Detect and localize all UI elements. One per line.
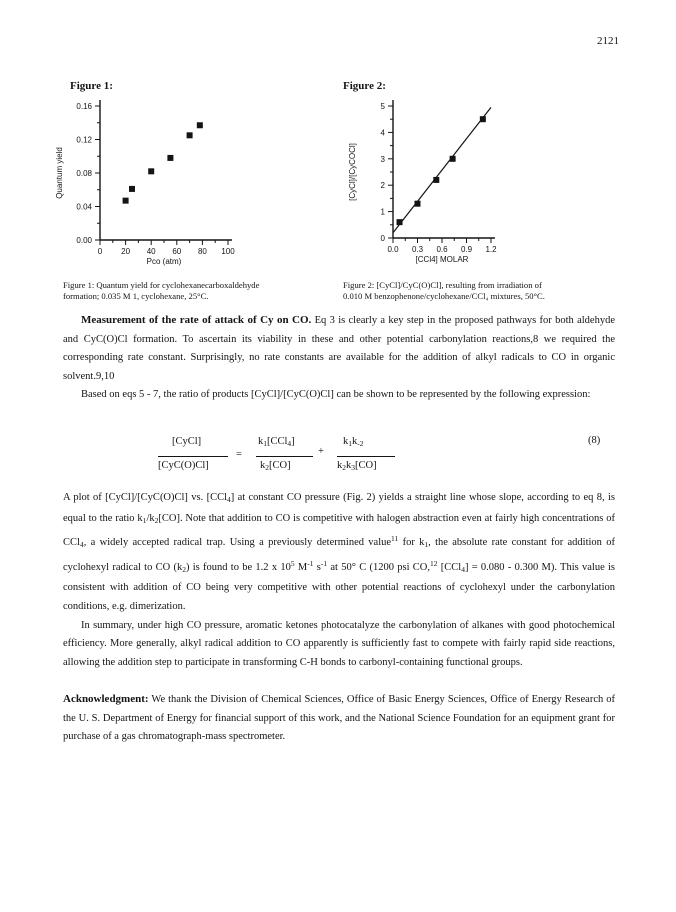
eq-plus: + [318, 446, 324, 457]
x-tick-label: 0.0 [387, 245, 399, 254]
data-point [433, 177, 439, 183]
x-tick-label: 1.2 [485, 245, 497, 254]
eq-lhs-bar [158, 456, 228, 457]
x-tick-label: 40 [146, 247, 156, 256]
y-tick-label: 0 [380, 234, 385, 243]
x-tick-label: 0.6 [436, 245, 448, 254]
data-point [480, 116, 486, 122]
eq-lhs-numerator: [CyCl] [172, 436, 202, 447]
eq-term2-denominator: $k_2k_3[CO]$ [337, 460, 377, 472]
x-tick-label: 60 [172, 247, 182, 256]
page-number: 2121 [597, 35, 619, 47]
paragraph-1 [63, 311, 615, 386]
paragraph-1-text: Eq 3 is clearly a key step in the proposed pathways for both aldehyde and CyC(O)Cl formation. To ascertain its viability in these and other potential carbonylation reactions,8 we required the corresponding rate constant. Surprisingly, no rate constants are available for the addition of alkyl radicals to CO in organic solvent.9,10 [63, 315, 615, 382]
data-point [197, 122, 203, 128]
data-point [129, 186, 135, 192]
data-point [167, 155, 173, 161]
x-tick-label: 0 [97, 247, 103, 256]
y-axis-label: Quantum yield [55, 147, 64, 199]
figure-2-caption-line-2: 0.010 M benzophenone/cyclohexane/CCl₄ mixtures, 50°C. [343, 290, 545, 301]
eq-term1-bar [256, 456, 313, 457]
figure-2-caption [343, 280, 623, 301]
x-axis-label: [CCl4] MOLAR [415, 255, 469, 264]
acknowledgment [63, 690, 615, 747]
x-axis-label: Pco (atm) [146, 257, 182, 266]
figure-1-caption [63, 280, 343, 301]
data-point [397, 219, 403, 225]
figure-1-title: Figure 1: [70, 80, 113, 92]
y-tick-label: 5 [380, 102, 385, 111]
acknowledgment-heading: Acknowledgment: [63, 693, 149, 705]
fit-line [393, 107, 491, 232]
y-tick-label: 0.08 [76, 169, 92, 178]
x-tick-label: 80 [197, 247, 207, 256]
eq-lhs-denominator: [CyC(O)Cl] [158, 460, 209, 471]
eq-number: (8) [588, 435, 601, 446]
x-tick-label: 0.3 [411, 245, 424, 254]
acknowledgment-paragraph [63, 690, 615, 747]
y-tick-label: 0.04 [76, 202, 92, 212]
x-tick-label: 0.9 [460, 245, 473, 254]
y-axis-label: [CyCl]/[CyCOCl] [348, 143, 357, 201]
section-heading: Measurement of the rate of attack of Cy on CO. [81, 314, 312, 326]
data-point [187, 132, 193, 138]
figure-2-chart [335, 95, 575, 275]
data-point [450, 156, 456, 162]
eq-term2-numerator: $k_1k_{-2}$ [343, 436, 364, 448]
eq-term2-bar [337, 456, 395, 457]
figure-1-caption-line-2: formation; 0.035 M 1, cyclohexane, 25°C. [63, 290, 209, 301]
figure-1-chart [50, 95, 290, 270]
figure-1-caption-line-1: Figure 1: Quantum yield for cyclohexanecarboxaldehyde [63, 280, 260, 290]
y-tick-label: 0.00 [76, 236, 92, 245]
data-point [123, 198, 129, 204]
y-tick-label: 0.12 [76, 135, 92, 145]
eq-equals: = [236, 449, 242, 460]
y-tick-label: 2 [380, 181, 385, 191]
acknowledgment-text: We thank the Division of Chemical Sciences, Office of Basic Energy Sciences, Office of Energy Research of the U. S. Department of Energy for financial support of this work, and the National Science Foundation for an equipment grant for purchase of a gas chromatograph-mass spectrometer. [63, 694, 615, 743]
eq-term1-numerator: $k_1[CCl_4]$ [258, 436, 295, 448]
figure-2-caption-line-1: Figure 2: [CyCl]/CyC(O)Cl], resulting from irradiation of [343, 280, 542, 290]
y-tick-label: 4 [380, 128, 385, 138]
section-discussion [63, 489, 615, 672]
eq-term1-denominator: $k_2[CO]$ [260, 460, 291, 472]
paragraph-4: In summary, under high CO pressure, aromatic ketones photocatalyze the carbonylation of alkanes with good photochemical efficiency. More generally, alkyl radical addition to CO apparently is sufficiently fast to compete with fairly rapid side reactions, allowing the addition step to participate in transforming C-H bonds to carbonyl-containing functional groups. [63, 619, 615, 668]
paragraph-2: Based on eqs 5 - 7, the ratio of products [CyCl]/[CyC(O)Cl] can be shown to be represented by the following expression: [81, 389, 591, 401]
y-tick-label: 1 [380, 207, 385, 217]
data-point [148, 168, 154, 174]
figure-2-title: Figure 2: [343, 80, 386, 92]
y-tick-label: 0.16 [76, 102, 92, 111]
x-tick-label: 100 [221, 247, 235, 256]
y-tick-label: 3 [380, 154, 385, 164]
data-point [415, 201, 421, 207]
paragraph-3: A plot of [CyCl]/[CyC(O)Cl] vs. [CCl$_4$] at constant CO pressure (Fig. 2) yields a straight line whose slope, according to eq 8, is equal to the ratio $k_1/k_2[CO]$. Note that addition to CO is competitive with halogen abstraction even at fairly high concentrations of CCl$_4$, a widely accepted radical trap. Using a previously determined value$^{11}$ for $k_1$, the absolute rate constant for addition of cyclohexyl radical to CO $(k_2)$ is found to be 1.2 x $10^5$ $M^{-1}$ $s^{-1}$ at 50° C (1200 psi CO,$^{12}$ [CCl$_4$] = 0.080 - 0.300 M). This value is consistent with addition of CO being very competitive with other potential reactions of cyclohexyl under the carbonylation conditions, e.g. dimerization. [63, 492, 616, 612]
x-tick-label: 20 [121, 247, 131, 256]
section-measurement [63, 311, 615, 405]
